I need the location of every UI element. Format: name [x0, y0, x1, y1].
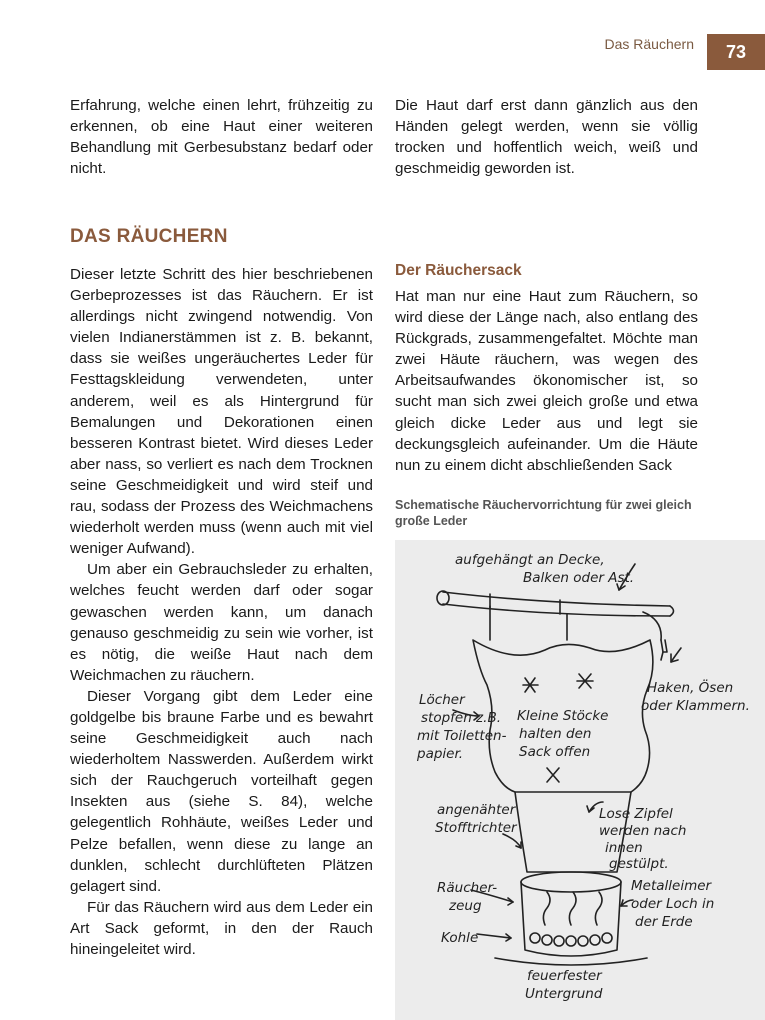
label-ground-1: feuerfester — [527, 968, 602, 984]
label-hooks-2: oder Klammern. — [641, 698, 750, 714]
smoking-apparatus-figure — [395, 540, 765, 1020]
running-title: Das Räuchern — [604, 36, 694, 52]
label-ground-2: Untergrund — [525, 986, 603, 1002]
label-sticks-1: Kleine Stöcke — [517, 708, 609, 724]
label-flaps-1: Lose Zipfel — [599, 806, 673, 822]
paragraph: Die Haut darf erst dann gänzlich aus den Händen gelegt werden, wenn sie völlig trocken und hoffentlich weich, weiß und geschmeidig geworden ist. — [395, 97, 698, 178]
label-coal: Kohle — [441, 930, 479, 946]
label-flaps-4: gestülpt. — [609, 856, 669, 872]
text-column-top-right — [395, 95, 698, 179]
label-sticks-3: Sack offen — [519, 744, 591, 760]
label-funnel-1: angenähter — [437, 802, 516, 818]
paragraph: Für das Räuchern wird aus dem Leder ein Art Sack geformt, in den der Rauch hineingeleitet wird. — [70, 898, 373, 958]
label-hooks-1: Haken, Ösen — [647, 680, 734, 696]
paragraph: Dieser Vorgang gibt dem Leder eine goldgelbe bis braune Farbe und es bewahrt seine Geschmeidigkeit auch nach wiederholtem Nasswerden. Außerdem wirkt sich der Rauchgeruch vorteilhaft gegen Insekten aus (siehe S. 84), welche gelegentlich Rohhäute, weißes Leder und Pelze befallen, wenn diese zu lange an dunklen, schlecht durchlüfteten Plätzen gelagert sind. — [70, 687, 373, 895]
paragraph: Dieser letzte Schritt des hier beschriebenen Gerbeprozesses ist das Räuchern. Er ist allerdings nicht zwingend notwendig. Von vielen Indianerstämmen ist z. B. bekannt, dass sie weißes ungeräuchertes Leder für Festtagskleidung verwendeten, unter anderem, weil es als Hintergrund für Bemalungen und Dekorationen einen besseren Kontrast bietet. Wird dieses Leder aber nass, so verliert es nach dem Trocknen seine Geschmeidigkeit und wird steif und rau, sodass der Prozess des Weichmachens wiederholt werden muss (wenn auch mit viel weniger Aufwand). — [70, 266, 373, 558]
label-sticks-2: halten den — [519, 726, 592, 742]
page-number: 73 — [707, 34, 765, 70]
label-top-2: Balken oder Ast. — [523, 570, 635, 586]
label-bucket-1: Metalleimer — [631, 878, 712, 894]
paragraph: Um aber ein Gebrauchsleder zu erhalten, welches feucht werden darf oder sogar gewaschen werden kann, um danach genauso geschmeidig zu sein wie vorher, ist es nötig, die weiße Haut nach dem Weichmachen zu räuchern. — [70, 561, 373, 684]
paragraph: Erfahrung, welche einen lehrt, frühzeitig zu erkennen, ob eine Haut einer weiteren Behandlung mit Gerbesubstanz bedarf oder nicht. — [70, 97, 373, 178]
figure-caption: Schematische Räuchervorrichtung für zwei gleich große Leder — [395, 498, 692, 528]
paragraph: Hat man nur eine Haut zum Räuchern, so wird diese der Länge nach, also entlang des Rückgrads, zusammengefaltet. Möchte man zwei Häute räuchern, was wegen des Arbeitsaufwandes ökonomischer ist, so sucht man sich zwei gleich große und etwa gleich dicke Leder aus und legt sie deckungsgleich aufeinander. Um die Häute nun zu einem dicht abschließenden Sack — [395, 288, 698, 474]
label-holes-4: papier. — [417, 746, 464, 762]
label-smoke-1: Räucher- — [437, 880, 498, 896]
label-smoke-2: zeug — [449, 898, 482, 914]
label-top-1: aufgehängt an Decke, — [455, 552, 605, 568]
text-column-left — [70, 264, 373, 960]
label-flaps-3: innen — [605, 840, 643, 856]
section-heading: DAS RÄUCHERN — [70, 226, 228, 247]
label-holes-2: stopfen z.B. — [421, 710, 501, 726]
label-bucket-3: der Erde — [635, 914, 693, 930]
text-column-top-left — [70, 95, 373, 179]
subheading: Der Räuchersack — [395, 262, 522, 279]
smoking-apparatus-sketch — [395, 540, 765, 1020]
text-column-right — [395, 286, 698, 476]
label-holes-3: mit Toiletten- — [417, 728, 507, 744]
label-bucket-2: oder Loch in — [631, 896, 715, 912]
label-holes-1: Löcher — [419, 692, 465, 708]
label-flaps-2: werden nach — [599, 823, 687, 839]
label-funnel-2: Stofftrichter — [435, 820, 517, 836]
